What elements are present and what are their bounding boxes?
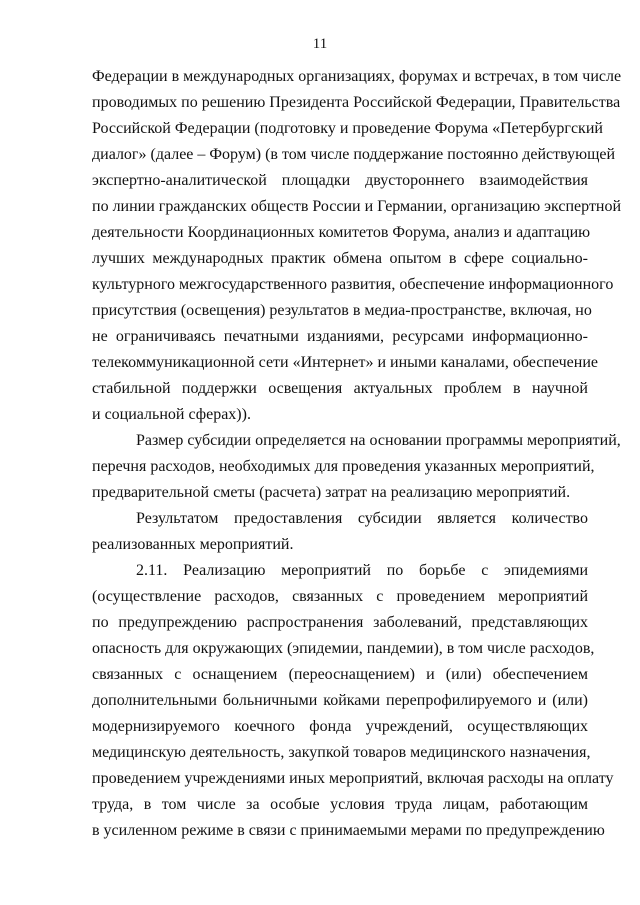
text-line: и социальной сферах)). [92, 406, 251, 423]
text-line: дополнительными больничными койками перепрофилируемого и (или) [92, 692, 588, 709]
paragraph-1 [92, 64, 622, 428]
text-line: Российской Федерации (подготовку и проведение Форума «Петербургский [92, 120, 603, 137]
text-line: Федерации в международных организациях, форумах и встречах, в том числе [92, 68, 622, 85]
text-line: Размер субсидии определяется на основании программы мероприятий, [136, 432, 621, 449]
text-line: 2.11. Реализацию мероприятий по борьбе с эпидемиями [136, 562, 588, 579]
text-line: реализованных мероприятий. [92, 536, 294, 553]
text-line: деятельности Координационных комитетов Форума, анализ и адаптацию [92, 224, 591, 241]
text-line: перечня расходов, необходимых для проведения указанных мероприятий, [92, 458, 595, 475]
text-line: не ограничиваясь печатными изданиями, ресурсами информационно- [92, 328, 588, 345]
text-line: медицинскую деятельность, закупкой товаров медицинского назначения, [92, 744, 591, 761]
text-line: телекоммуникационной сети «Интернет» и иными каналами, обеспечение [92, 354, 598, 371]
text-line: в усиленном режиме в связи с принимаемыми мерами по предупреждению [92, 822, 605, 839]
text-line: присутствия (освещения) результатов в медиа-пространстве, включая, но [92, 302, 592, 319]
text-line: экспертно-аналитической площадки двустороннего взаимодействия [92, 172, 588, 189]
paragraph-4 [92, 558, 614, 844]
text-line: лучших международных практик обмена опытом в сфере социально- [92, 250, 588, 267]
page-number: 11 [312, 36, 328, 52]
text-line: стабильной поддержки освещения актуальных проблем в научной [92, 380, 588, 397]
text-line: по предупреждению распространения заболеваний, представляющих [92, 614, 588, 631]
text-line: диалог» (далее – Форум) (в том числе поддержание постоянно действующей [92, 146, 616, 163]
text-line: опасность для окружающих (эпидемии, пандемии), в том числе расходов, [92, 640, 595, 657]
text-line: предварительной сметы (расчета) затрат на реализацию мероприятий. [92, 484, 571, 501]
text-line: труда, в том числе за особые условия труда лицам, работающим [92, 796, 588, 813]
text-line: проведением учреждениями иных мероприятий, включая расходы на оплату [92, 770, 614, 787]
paragraph-2 [92, 428, 621, 506]
text-line: связанных с оснащением (переоснащением) и (или) обеспечением [92, 666, 588, 683]
paragraph-3 [92, 506, 588, 558]
text-line: Результатом предоставления субсидии является количество [136, 510, 588, 527]
text-line: (осуществление расходов, связанных с проведением мероприятий [92, 588, 588, 605]
text-line: по линии гражданских обществ России и Германии, организацию экспертной [92, 198, 622, 215]
text-line: модернизируемого коечного фонда учреждений, осуществляющих [92, 718, 588, 735]
text-line: проводимых по решению Президента Российской Федерации, Правительства [92, 94, 621, 111]
text-line: культурного межгосударственного развития, обеспечение информационного [92, 276, 614, 293]
document-body [92, 64, 622, 844]
